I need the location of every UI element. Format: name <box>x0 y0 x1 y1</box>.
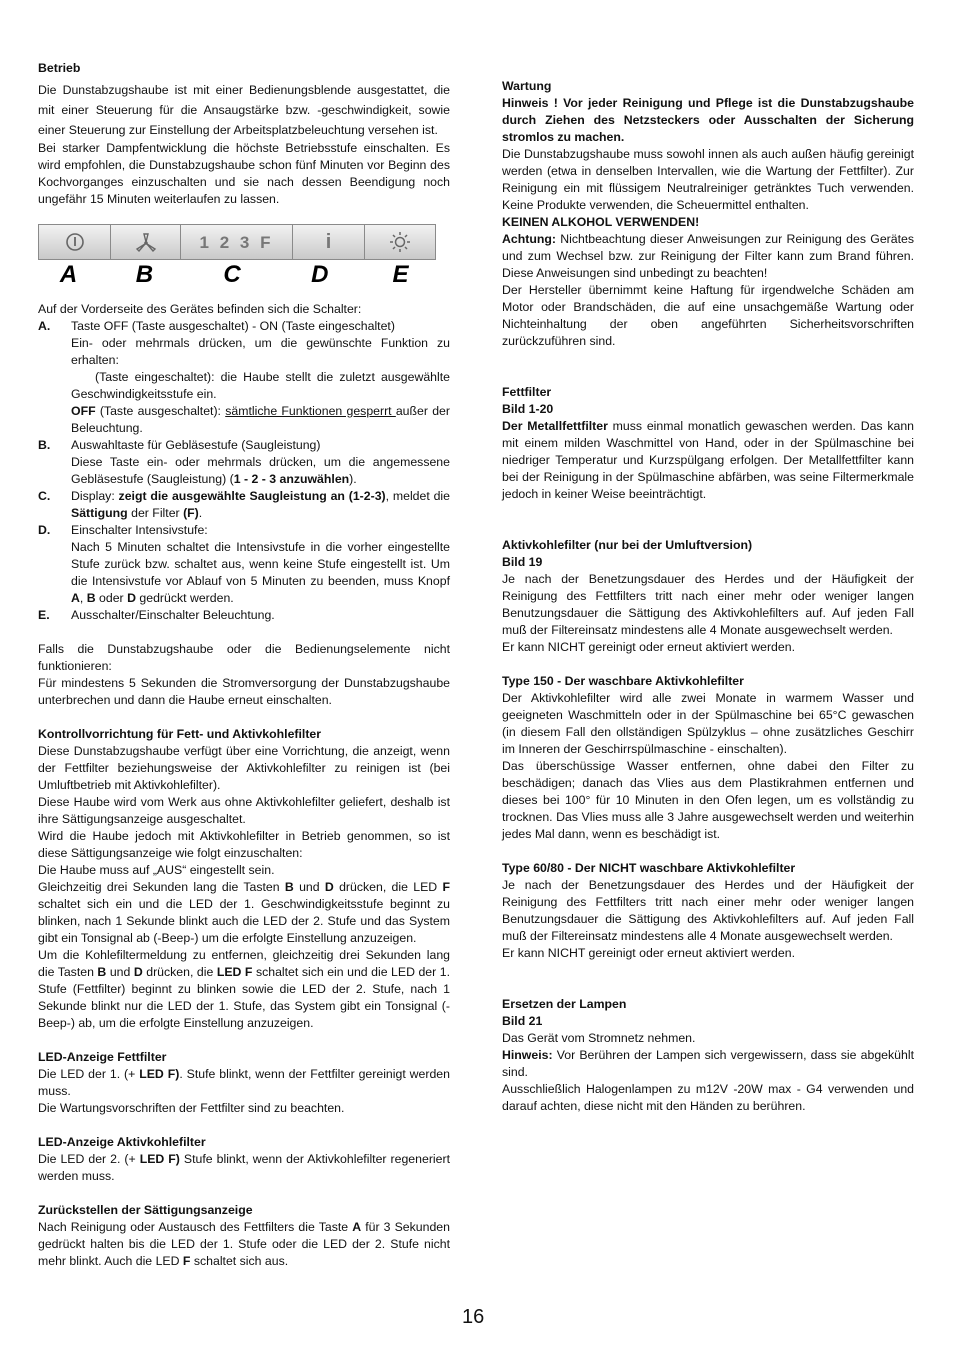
fett-paragraph <box>502 418 914 503</box>
betrieb-heading: Betrieb <box>38 61 81 75</box>
kontroll-p6-key-d: D <box>133 965 143 979</box>
led-akt-heading: LED-Anzeige Aktivkohlefilter <box>38 1135 206 1149</box>
fan-icon <box>111 225 181 259</box>
letter-c: C <box>223 261 241 288</box>
reset-led-f: F <box>182 1254 191 1268</box>
t6080-paragraph-2: Er kann NICHT gereinigt oder erneut aktiviert werden. <box>502 946 795 960</box>
item-a-text: Taste OFF (Taste ausgeschaltet) - ON (Taste eingeschaltet) <box>71 319 395 333</box>
kontroll-paragraph-6 <box>38 947 450 1032</box>
item-a-sub1: Ein- oder mehrmals drücken, um die gewünschte Funktion zu erhalten: <box>71 336 450 367</box>
item-a-sub3-part-a: (Taste ausgeschaltet): <box>95 404 226 418</box>
lampen-hinweis <box>502 1047 914 1081</box>
wartung-achtung-text: Nichtbeachtung dieser Anweisungen zur Reinigung des Gerätes und zum Wechsel bzw. zur Reinigung der Filter kann zum Brand führen. Diese Anweisungen sind unbedingt zu beachten! <box>502 232 914 280</box>
letter-b: B <box>135 261 154 288</box>
kontroll-p6-c: schaltet sich ein und die LED der 1. Stufe (Fettfilter) beginnt zu blinken sowie die LED der 2. Stufe, nach 1 Sekunde blinkt nur die LED der 1. Stufe, das System gibt ein Tonsignal (-Beep-) ab, um die erfolgte Einstellung anzuzeigen. <box>38 965 450 1030</box>
kontroll-p5-led-f: F <box>442 880 450 894</box>
akt-paragraph-2: Er kann NICHT gereinigt oder erneut aktiviert werden. <box>502 640 795 654</box>
t6080-heading: Type 60/80 - Der NICHT waschbare Aktivkohlefilter <box>502 861 796 875</box>
item-b-sub-b: ). <box>349 472 357 486</box>
led-fett-b: . Stufe blinkt, wenn der Fettfilter gereinigt werden muss. <box>38 1067 450 1098</box>
kontroll-paragraph-3: Wird die Haube jedoch mit Aktivkohlefilter in Betrieb genommen, so ist diese Sättigungsanzeige wie folgt einzuschalten: <box>38 829 450 860</box>
item-b <box>38 437 450 454</box>
led-fett-paragraph-2: Die Wartungsvorschriften der Fettfilter sind zu beachten. <box>38 1101 345 1115</box>
kontroll-p6-key-b: B <box>97 965 107 979</box>
kontroll-p5-key-d: D <box>324 880 334 894</box>
fett-bold: Der Metallfettfilter <box>502 419 608 433</box>
t150-heading: Type 150 - Der waschbare Aktivkohlefilter <box>502 674 744 688</box>
kontroll-paragraph-1: Diese Dunstabzugshaube verfügt über eine Vorrichtung, die anzeigt, wenn der Fettfilter beziehungsweise der Aktivkohlefilter zu reinigen ist (bei Umluftbetrieb mit Aktivkohlefilter). <box>38 744 450 792</box>
led-akt-b: Stufe blinkt, wenn der Aktivkohlefilter regeneriert werden muss. <box>38 1152 450 1183</box>
letter-d: D <box>311 261 329 288</box>
falls-paragraph-2: Für mindestens 5 Sekunden die Stromversorgung der Dunstabzugshaube unterbrechen und dann die Haube erneut einschalten. <box>38 676 450 707</box>
kontroll-p5-a: Gleichzeitig drei Sekunden lang die Tasten <box>38 880 285 894</box>
wartung-achtung <box>502 231 914 282</box>
item-a-label: A. <box>38 319 51 333</box>
item-c-a: Display: <box>71 489 119 503</box>
off-label: OFF <box>71 404 96 418</box>
t150-paragraph-1: Der Aktivkohlefilter wird alle zwei Monate in warmem Wasser und geeigneten Waschmitteln oder in der Spülmaschine bei 65°C gewaschen (in diesem Fall den ollständigen Spülzyklus – ohne zusätzliches Geschirr im Inneren der Geschirrspülmaschine - einschalten). <box>502 691 914 756</box>
item-a-sub3-underlined: sämtliche Funktionen gesperrt <box>225 404 396 418</box>
akt-bild: Bild 19 <box>502 555 543 569</box>
item-d-sub-b: gedrückt werden. <box>135 591 234 605</box>
kontroll-p6-led-f: LED F <box>216 965 253 979</box>
kontroll-p6-und: und <box>106 965 134 979</box>
reset-c: schaltet sich aus. <box>190 1254 289 1268</box>
item-d-key-d: D <box>127 591 136 605</box>
power-button-icon <box>39 225 111 259</box>
item-d-sub-a: Nach 5 Minuten schaltet die Intensivstufe in die vorher eingestellte Stufe zurück bzw. schaltet aus, wenn keine Stufe eingestellt ist. Um die Intensivstufe vor Ablauf von 5 Minuten zu beenden, muss Knopf <box>71 540 450 588</box>
right-column <box>502 78 914 1115</box>
panel-letters <box>38 261 436 288</box>
kontroll-p5-und: und <box>293 880 325 894</box>
item-d-text: Einschalter Intensivstufe: <box>71 523 208 537</box>
letter-e: E <box>392 261 409 288</box>
akt-heading: Aktivkohlefilter (nur bei der Umluftversion) <box>502 538 753 552</box>
led-akt-a: Die LED der 2. (+ <box>38 1152 140 1166</box>
item-d-or: oder <box>95 591 128 605</box>
item-d <box>38 522 450 539</box>
page-number: 16 <box>462 1306 485 1328</box>
item-b-text: Auswahltaste für Gebläsestufe (Saugleistung) <box>71 438 321 452</box>
kontroll-p5-c: schaltet sich ein und die LED der 1. Geschwindigkeitsstufe beginnt zu blinken, nach 1 Sekunde blinkt auch die LED der 2. Stufe und das System gibt ein Tonsignal ab (-Beep-) um die erfolgte Einstellung anzuzeigen. <box>38 897 450 945</box>
reset-heading: Zurückstellen der Sättigungsanzeige <box>38 1203 253 1217</box>
item-c-bold1: zeigt die ausgewählte Saugleistung an (1-2-3) <box>118 489 386 503</box>
item-d-key-a: A <box>71 591 80 605</box>
kontroll-p5-b: drücken, die LED <box>333 880 443 894</box>
item-a <box>38 318 450 335</box>
item-c-bold2: Sättigung <box>71 506 128 520</box>
letter-a: A <box>59 261 78 288</box>
item-b-sub-bold: 1 - 2 - 3 anzuwählen <box>233 472 350 486</box>
kontroll-paragraph-4: Die Haube muss auf „AUS“ eingestellt sein. <box>38 863 275 877</box>
fett-bild: Bild 1-20 <box>502 402 554 416</box>
item-e-text: Ausschalter/Einschalter Beleuchtung. <box>71 608 275 622</box>
speed-display: 1 2 3 F <box>181 225 293 259</box>
item-a-sub3-part-b: außer der Beleuchtung. <box>71 404 450 435</box>
lampen-paragraph-3: Ausschließlich Halogenlampen zu m12V -20W max - G4 verwenden und darauf achten, diese nicht mit den Händen zu berühren. <box>502 1082 914 1113</box>
item-c-c: der Filter <box>127 506 184 520</box>
wartung-heading: Wartung <box>502 79 552 93</box>
kontroll-paragraph-2: Diese Haube wird vom Werk aus ohne Aktivkohlefilter geliefert, deshalb ist ihre Sättigungsanzeige ausgeschaltet. <box>38 795 450 826</box>
led-fett-heading: LED-Anzeige Fettfilter <box>38 1050 167 1064</box>
led-akt-paragraph <box>38 1151 450 1185</box>
betrieb-paragraph-1: Die Dunstabzugshaube ist mit einer Bedienungsblende ausgestattet, die mit einer Steuerung für die Ansaugstärke bzw. -geschwindigkeit, sowie einer Steuerung zur Einstellung der Arbeitsplatzbeleuchtung versehen ist. <box>38 83 450 137</box>
intensive-icon: i <box>293 225 365 259</box>
fett-text: muss einmal monatlich gewaschen werden. Das kann mit einem milden Waschmittel von Hand, oder in der Spülmaschine bei niedriger Temperatur und Kurzspülgang erfolgen. Der Metallfettfilter kann bei der Reinigung in der Spülmaschine abfärben, was seine Filtermerkmale jedoch in keiner Weise beeinträchtigt. <box>502 419 915 501</box>
item-c-text <box>71 488 450 522</box>
falls-paragraph: Falls die Dunstabzugshaube oder die Bedienungselemente nicht funktionieren: <box>38 642 450 673</box>
reset-a: Nach Reinigung oder Austausch des Fettfilters die Taste <box>38 1220 353 1234</box>
lampen-bild: Bild 21 <box>502 1014 543 1028</box>
item-b-label: B. <box>38 438 51 452</box>
reset-key-a: A <box>352 1220 362 1234</box>
reset-paragraph <box>38 1219 450 1270</box>
item-d-sub <box>38 539 450 607</box>
lampen-hinweis-label: Hinweis: <box>502 1048 553 1062</box>
wartung-alkohol: KEINEN ALKOHOL VERWENDEN! <box>502 215 700 229</box>
item-d-label: D. <box>38 523 51 537</box>
kontroll-p6-a: Um die Kohlefiltermeldung zu entfernen, gleichzeitig drei Sekunden lang die Tasten <box>38 948 450 979</box>
wartung-haftung: Der Hersteller übernimmt keine Haftung für irgendwelche Schäden am Motor oder Brandschäden, die auf eine unsachgemäße Wartung oder Nichteinhaltung der oben angeführten Sicherheitsvorschriften zurückzuführen sind. <box>502 283 914 348</box>
kontroll-p5-key-b: B <box>284 880 294 894</box>
item-c <box>38 488 450 522</box>
lampen-paragraph-1: Das Gerät vom Stromnetz nehmen. <box>502 1031 696 1045</box>
item-d-key-b: B <box>86 591 96 605</box>
t6080-paragraph-1: Je nach der Benetzungsdauer des Herdes und der Häufigkeit der Reinigung des Fettfilters tritt nach einer mehr oder weniger langen Benutzungsdauer die Sättigung des Aktivkohlefilters auf. Auf jeden Fall muß der Filtereinsatz mindestens alle 4 Monate ausgewechselt werden. <box>502 878 914 943</box>
item-d-sep: , <box>79 591 87 605</box>
fett-heading: Fettfilter <box>502 385 552 399</box>
wartung-hinweis: Hinweis ! Vor jeder Reinigung und Pflege ist die Dunstabzugshaube durch Ziehen des Netzsteckers oder Ausschalten der Sicherung stromlos zu machen. <box>502 96 914 144</box>
kontroll-p6-b: drücken, die <box>142 965 217 979</box>
item-e <box>38 607 450 624</box>
control-panel-image <box>38 224 436 260</box>
item-e-label: E. <box>38 608 50 622</box>
item-b-sub-a: Diese Taste ein- oder mehrmals drücken, um die angemessene Gebläsestufe (Saugleistung) ( <box>71 455 450 486</box>
led-fett-paragraph <box>38 1066 450 1100</box>
item-a-sub3 <box>38 403 450 437</box>
led-akt-bold: LED F) <box>139 1152 180 1166</box>
wartung-paragraph-1: Die Dunstabzugshaube muss sowohl innen als auch außen häufig gereinigt werden (etwa in denselben Intervallen, wie die Wartung der Fettfilter). Zur Reinigung ein mit flüssigem Neutralreiniger getränktes Tuch verwenden. Keine Produkte verwenden, die Scheuermittel enthalten. <box>502 147 914 212</box>
item-b-sub <box>38 454 450 488</box>
left-column <box>38 60 450 1270</box>
led-fett-bold: LED F) <box>139 1067 180 1081</box>
item-c-label: C. <box>38 489 51 503</box>
t150-paragraph-2: Das überschüssige Wasser entfernen, ohne dabei den Filter zu beschädigen; danach das Vlies aus dem Plastikrahmen entfernen und dieses bei 100° für 10 Minuten in den Ofen legen, um es vollständig zu trocknen. Das Vlies muss alle 3 Jahre ausgewechselt werden und weiterhin jedes Mal dann, wenn es beschädigt ist. <box>502 759 914 841</box>
led-fett-a: Die LED der 1. (+ <box>38 1067 140 1081</box>
kontroll-paragraph-5 <box>38 879 450 947</box>
betrieb-paragraph-2: Bei starker Dampfentwicklung die höchste Betriebsstufe einschalten. Es wird empfohlen, die Dunstabzugshaube schon fünf Minuten vor Beginn des Kochvorganges einzuschalten und sie nach dessen Beendigung noch ungefähr 15 Minuten weiterlaufen zu lassen. <box>38 141 450 206</box>
kontroll-heading: Kontrollvorrichtung für Fett- und Aktivkohlefilter <box>38 727 322 741</box>
item-c-d: . <box>198 506 203 520</box>
item-c-bold3: (F) <box>183 506 199 520</box>
akt-paragraph-1: Je nach der Benetzungsdauer des Herdes und der Häufigkeit der Reinigung des Fettfilters tritt nach einer mehr oder weniger langen Benutzungsdauer die Sättigung des Aktivkohlefilters auf. Auf jeden Fall muß der Filtereinsatz mindestens alle 4 Monate ausgewechselt werden. <box>502 572 914 637</box>
reset-b: für 3 Sekunden gedrückt halten bis die LED der 1. Stufe oder die LED der 2. Stufe nicht mehr blinkt. Auch die LED <box>38 1220 450 1268</box>
item-c-b: , meldet die <box>385 489 450 503</box>
lampen-heading: Ersetzen der Lampen <box>502 997 627 1011</box>
switches-intro: Auf der Vorderseite des Gerätes befinden sich die Schalter: <box>38 302 362 316</box>
lampen-hinweis-text: Vor Berühren der Lampen sich vergewissern, dass sie abgekühlt sind. <box>502 1048 914 1079</box>
wartung-achtung-label: Achtung: <box>502 232 556 246</box>
light-icon <box>365 225 435 259</box>
item-a-sub2: (Taste eingeschaltet): die Haube stellt die zuletzt ausgewählte Geschwindigkeitsstufe ein. <box>71 370 450 401</box>
